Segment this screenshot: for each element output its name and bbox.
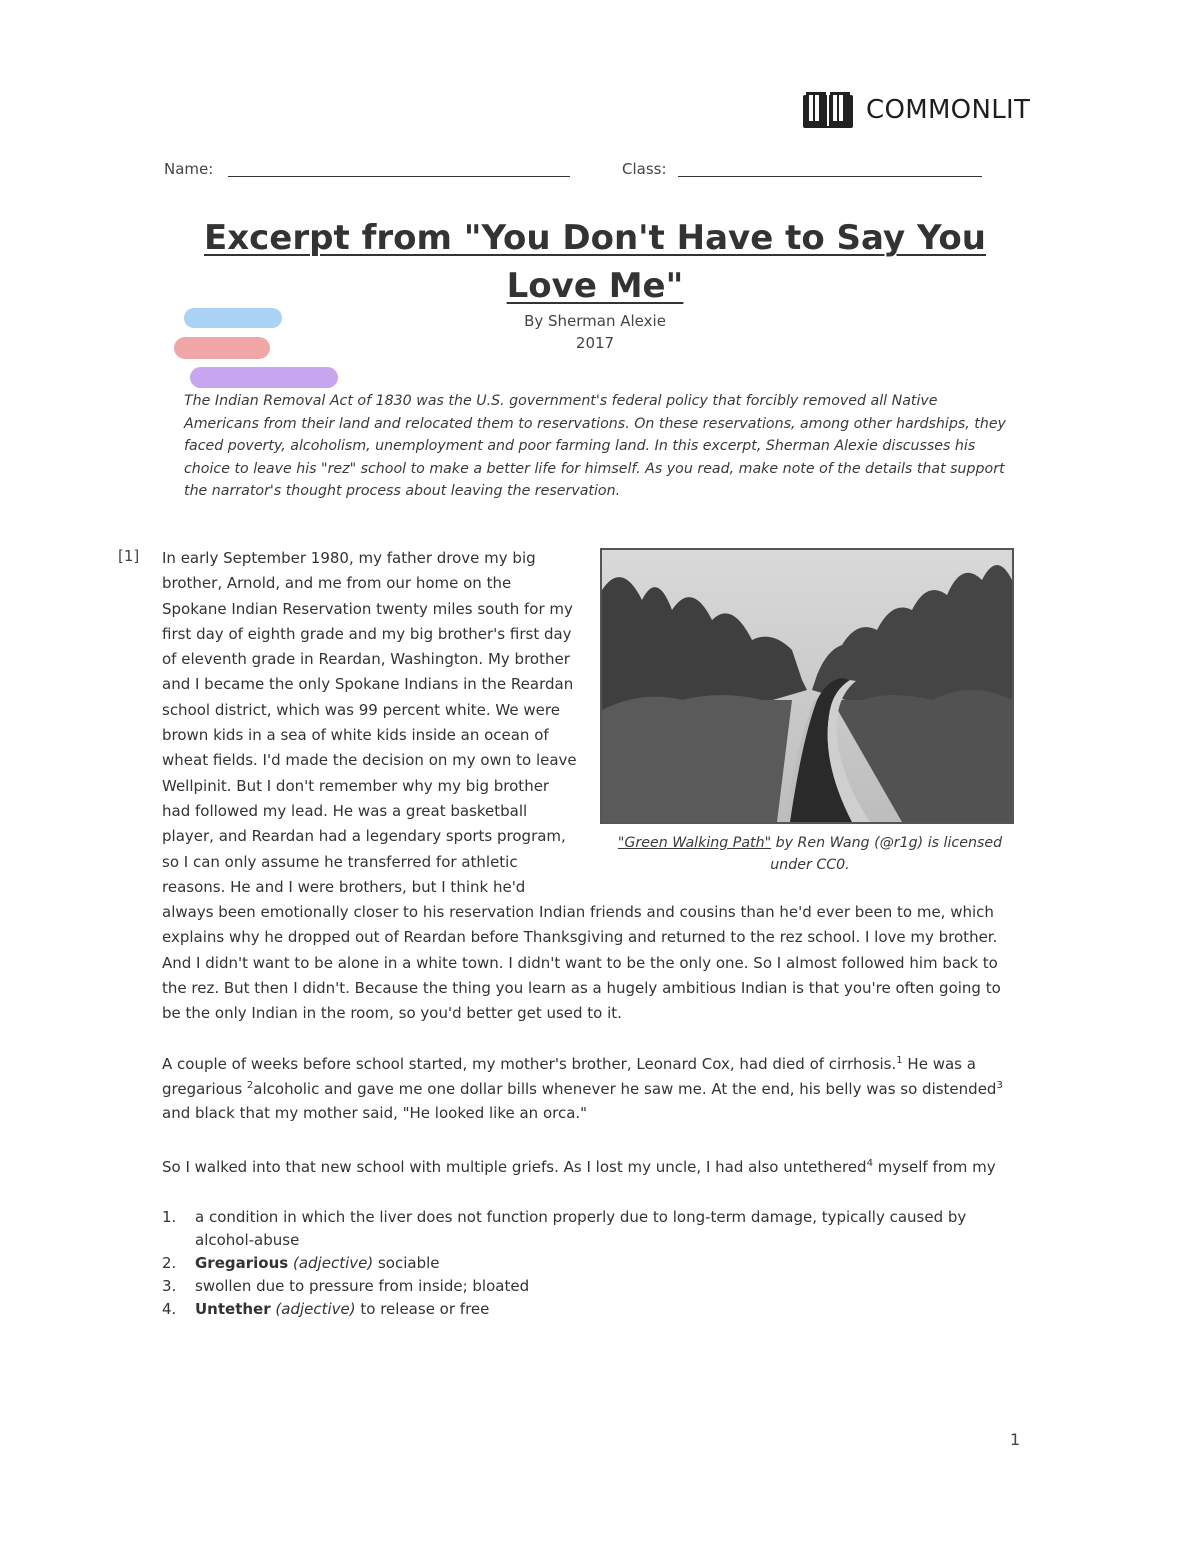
footnote-term: Untether	[195, 1300, 271, 1318]
footnote-number: 2.	[162, 1254, 177, 1272]
author: By Sherman Alexie	[524, 312, 666, 330]
footnote-ref-4[interactable]: 4	[866, 1158, 873, 1169]
highlight-mark-red	[174, 337, 270, 359]
figure	[600, 548, 1020, 898]
footnote-definition: sociable	[373, 1254, 440, 1272]
footnote-number: 4.	[162, 1300, 177, 1318]
paragraph-text: He was a gregarious	[162, 1055, 976, 1098]
footnote-text	[195, 1298, 1022, 1321]
paragraph-text: In early September 1980, my father drove my big brother, Arnold, and me from our home on the Spokane Indian Reservation twenty miles south for my first day of eighth grade and my big brother's first day of eleventh grade in Reardan, Washington. My brother and I became the only Spokane Indians in the Reardan school district, which was 99 percent white. We were brown kids in a sea of white kids inside an ocean of wheat fields. I'd made the decision on my own to leave Wellpinit. But I don't remember why my big brother had followed my lead. He was a great basketball player, and Reardan had a legendary sports program, so I can only assume he transferred for athletic reasons. He and I were brothers, but I think he'd always been emotionally closer to his reservation Indian friends and cousins than he'd ever been to me, which explains why he dropped out of Reardan before Thanksgiving and returned to the rez school. I love my brother. And I didn't want to be alone in a white town. I didn't want to be the only one. So I almost followed him back to the rez. But then I didn't. Because the thing you learn as a hugely ambitious Indian is that you're often going to be the only Indian in the room, so you'd better get used to it.	[162, 549, 1001, 1023]
footnote-item	[162, 1298, 1022, 1321]
paragraph-text: So I walked into that new school with multiple griefs. As I lost my uncle, I had also untethered	[162, 1158, 867, 1176]
paragraph-text: alcoholic and gave me one dollar bills whenever he saw me. At the end, his belly was so distended	[253, 1079, 997, 1098]
page-title: Excerpt from "You Don't Have to Say You Love Me"	[204, 218, 986, 306]
name-field[interactable]	[228, 176, 570, 177]
open-book-icon	[802, 91, 854, 129]
body-paragraph-1	[162, 546, 1020, 1027]
footnote-definition: to release or free	[355, 1300, 490, 1318]
highlight-mark-blue	[184, 308, 282, 328]
footnote-number: 1.	[162, 1208, 177, 1226]
body-paragraph-3	[162, 1155, 1022, 1180]
footnote-ref-1[interactable]: 1	[896, 1055, 903, 1066]
paragraph-text: myself from my	[872, 1158, 996, 1176]
footnote-ref-3[interactable]: 3	[996, 1079, 1003, 1091]
footnote-item	[162, 1252, 1022, 1275]
footnotes-list	[162, 1206, 1022, 1321]
caption-link[interactable]: "Green Walking Path"	[617, 835, 772, 851]
footnote-text	[195, 1275, 1022, 1298]
caption-text: by Ren Wang (@r1g) is licensed under CC0.	[770, 835, 1003, 873]
paragraph-text: A couple of weeks before school started, my mother's brother, Leonard Cox, had died of cirrhosis.	[162, 1055, 897, 1073]
footnote-definition: swollen due to pressure from inside; bloated	[195, 1277, 530, 1295]
image-caption	[600, 832, 1020, 876]
footnote-item	[162, 1206, 1022, 1252]
year: 2017	[575, 334, 615, 352]
footnote-number: 3.	[162, 1277, 177, 1295]
brand-name: COMMONLIT	[866, 95, 1031, 125]
paragraph-text: and black that my mother said, "He looked like an orca."	[162, 1104, 588, 1122]
name-label: Name:	[164, 160, 214, 178]
highlight-mark-purple	[190, 367, 338, 388]
commonlit-logo	[802, 90, 1030, 130]
body-paragraph-2	[162, 1052, 1022, 1126]
footnote-text	[195, 1252, 1022, 1275]
footnote-item	[162, 1275, 1022, 1298]
footnote-pos: (adjective)	[275, 1300, 356, 1318]
class-label: Class:	[622, 160, 667, 178]
footnote-pos: (adjective)	[292, 1254, 374, 1272]
footnote-definition: a condition in which the liver does not function properly due to long-term damage, typically caused by alcohol-abuse	[195, 1208, 967, 1249]
intro-text: The Indian Removal Act of 1830 was the U.S. government's federal policy that forcibly removed all Native Americans from their land and relocated them to reservations. On these reservations, among other hardships, they faced poverty, alcoholism, unemployment and poor farming land. In this excerpt, Sherman Alexie discusses his choice to leave his "rez" school to make a better life for himself. As you read, make note of the details that support the narrator's thought process about leaving the reservation.	[184, 393, 1006, 500]
paragraph-marker: [1]	[118, 547, 140, 565]
footnote-text	[195, 1206, 1022, 1252]
page-number: 1	[1010, 1430, 1021, 1449]
byline	[440, 310, 750, 354]
walking-path-photo	[600, 548, 1014, 824]
class-field[interactable]	[678, 176, 982, 177]
footnote-term: Gregarious	[195, 1254, 289, 1272]
footnote-ref-2[interactable]: 2	[246, 1079, 254, 1091]
